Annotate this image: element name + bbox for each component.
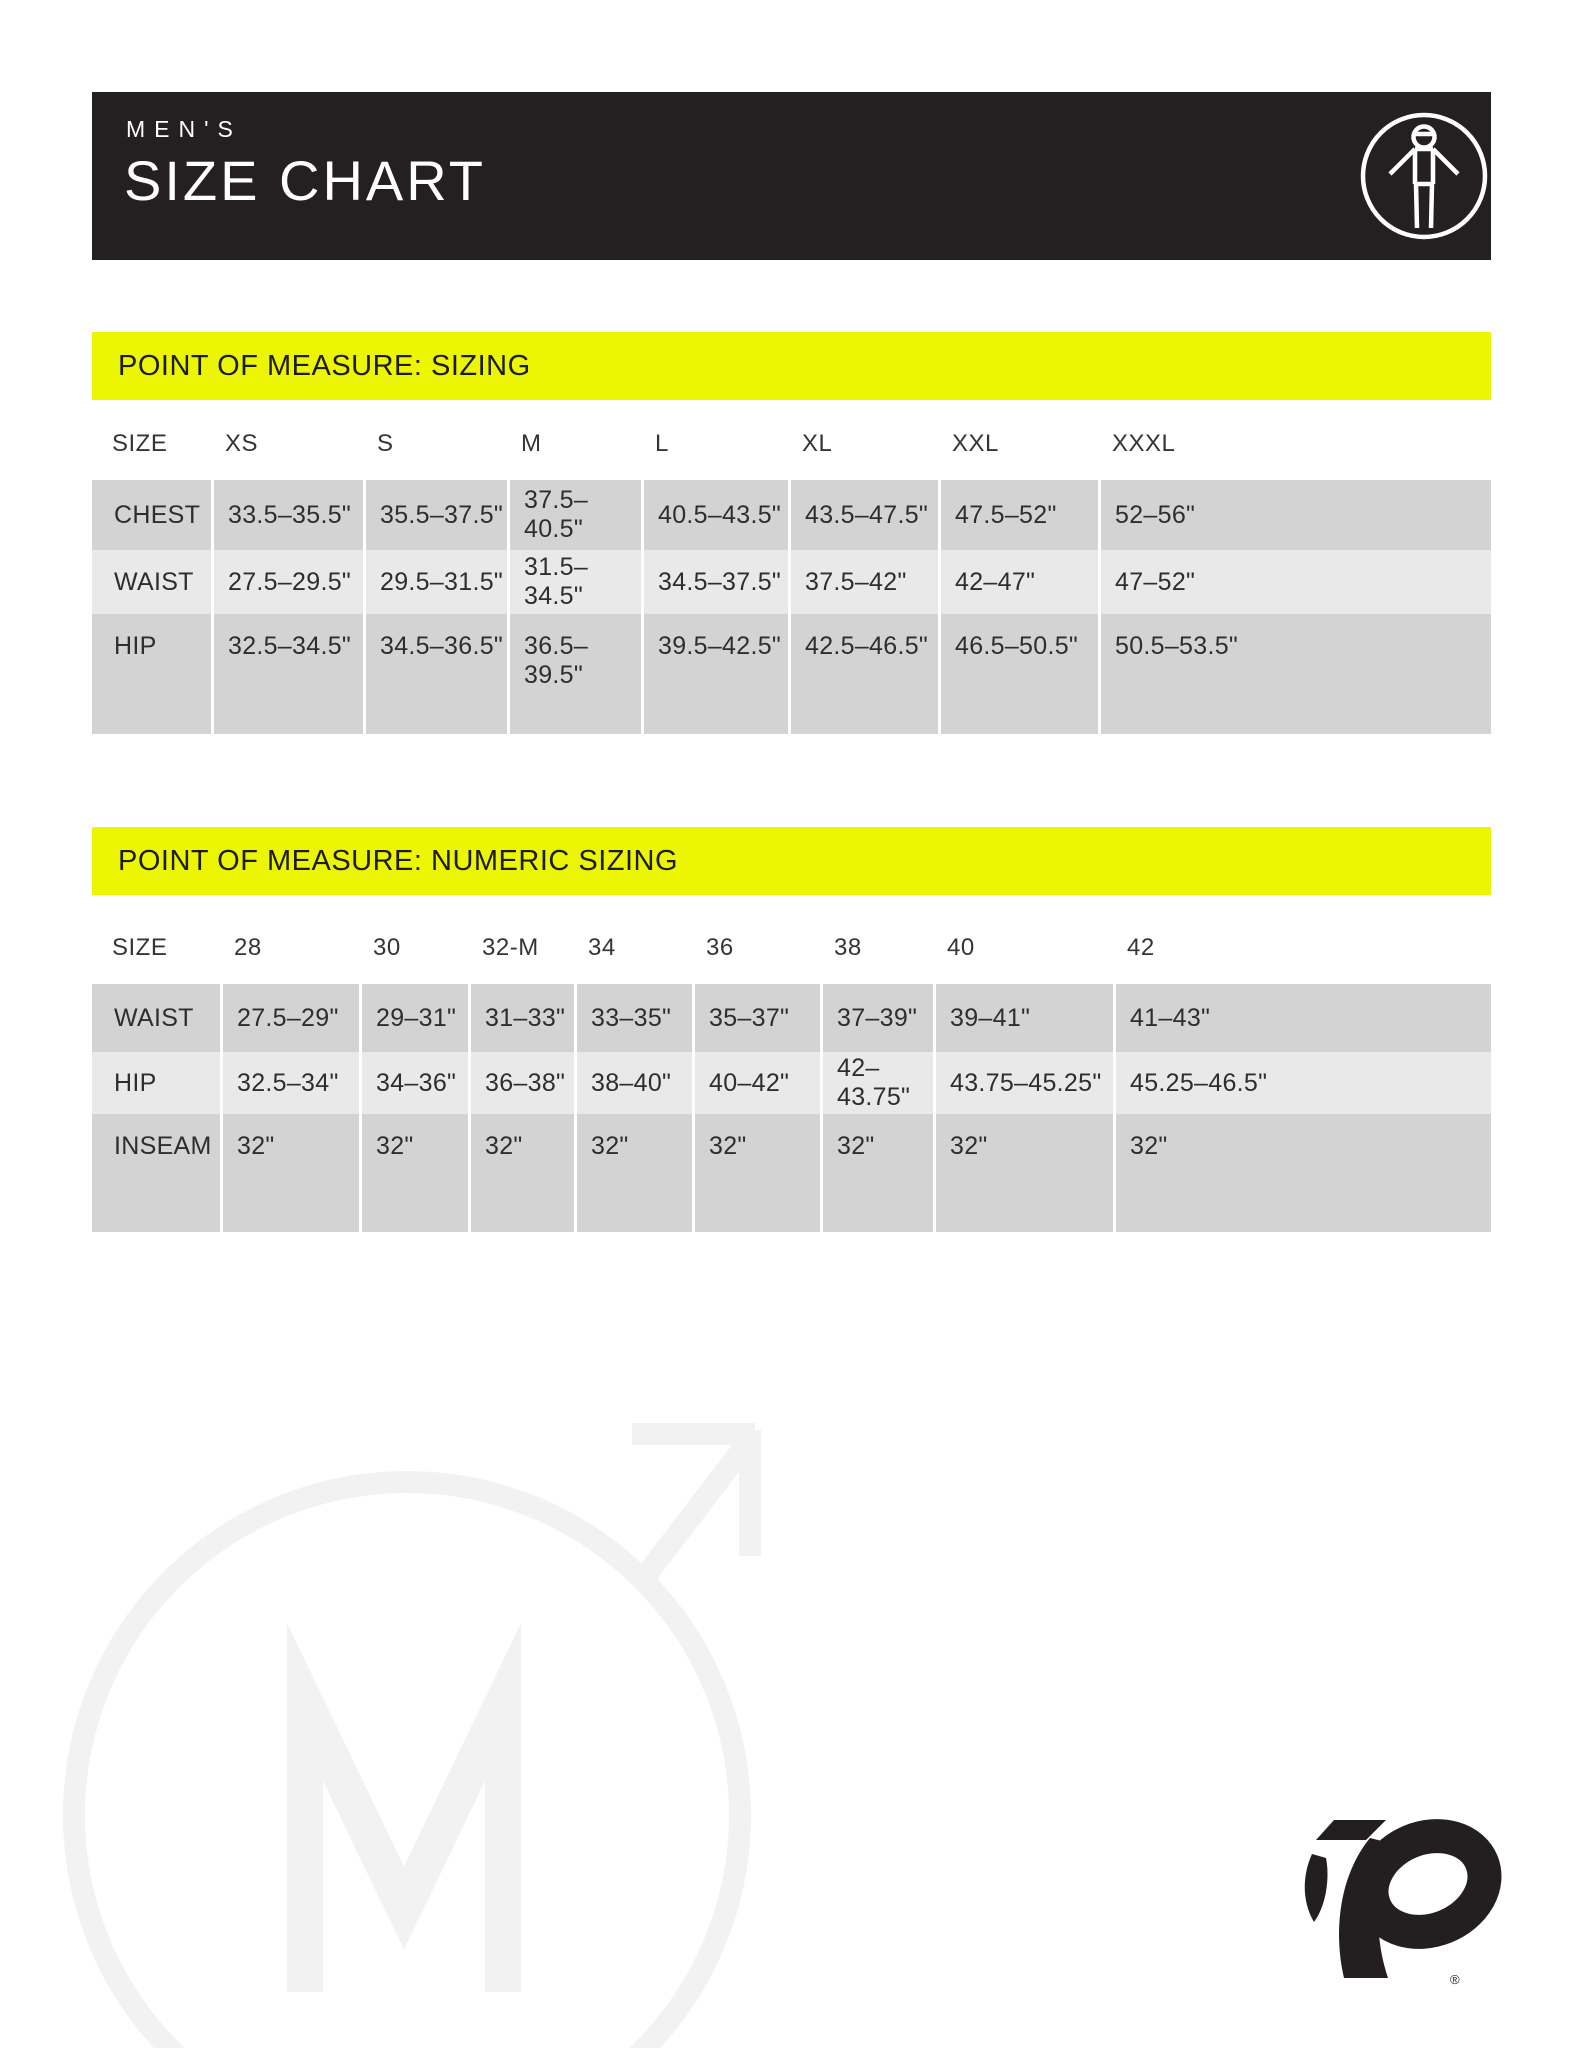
column-header: 28 <box>234 934 262 961</box>
measurement-cell: 37–39" <box>820 984 933 1052</box>
section-band-sizing <box>92 332 1491 400</box>
measurement-cell: 52–56" <box>1098 480 1491 550</box>
row-label: WAIST <box>92 984 220 1052</box>
column-header: 30 <box>373 934 401 961</box>
watermark-letter-m <box>305 1702 503 1992</box>
section-title: POINT OF MEASURE: SIZING <box>118 349 531 382</box>
row-label: HIP <box>92 1052 220 1114</box>
measurement-cell: 32" <box>220 1114 359 1232</box>
measurement-cell: 33.5–35.5" <box>211 480 363 550</box>
measurement-cell: 33–35" <box>574 984 692 1052</box>
measurement-cell: 50.5–53.5" <box>1098 614 1491 734</box>
male-symbol-watermark <box>0 1390 800 2048</box>
column-header: S <box>377 430 394 457</box>
section-title: POINT OF MEASURE: NUMERIC SIZING <box>118 844 679 877</box>
measurement-cell: 46.5–50.5" <box>938 614 1098 734</box>
measurement-cell: 37.5–42" <box>788 550 938 614</box>
row-label: WAIST <box>92 550 211 614</box>
registered-trademark: ® <box>1450 1972 1460 1987</box>
measurement-cell: 42–43.75" <box>820 1052 933 1114</box>
row-label: CHEST <box>92 480 211 550</box>
section-band-numeric-sizing <box>92 827 1491 895</box>
measurement-cell: 36.5–39.5" <box>507 614 641 734</box>
measurement-cell: 29.5–31.5" <box>363 550 507 614</box>
measurement-cell: 43.75–45.25" <box>933 1052 1113 1114</box>
table-row-hip <box>92 614 1491 734</box>
measurement-cell: 32.5–34" <box>220 1052 359 1114</box>
column-header: XXXL <box>1112 430 1176 457</box>
column-header: L <box>655 430 669 457</box>
measurement-cell: 40.5–43.5" <box>641 480 788 550</box>
table-row-hip <box>92 1052 1491 1114</box>
person-icon <box>1356 108 1492 244</box>
measurement-cell: 45.25–46.5" <box>1113 1052 1491 1114</box>
row-label: HIP <box>92 614 211 734</box>
measurement-cell: 29–31" <box>359 984 468 1052</box>
table-row-inseam <box>92 1114 1491 1232</box>
column-header: 40 <box>947 934 975 961</box>
column-header: XXL <box>952 430 999 457</box>
measurement-cell: 32" <box>692 1114 820 1232</box>
measurement-cell: 34.5–36.5" <box>363 614 507 734</box>
measurement-cell: 43.5–47.5" <box>788 480 938 550</box>
column-header: SIZE <box>112 934 168 961</box>
numeric-table-header <box>92 922 1491 974</box>
measurement-cell: 32" <box>1113 1114 1491 1232</box>
table-row-waist <box>92 550 1491 614</box>
measurement-cell: 34–36" <box>359 1052 468 1114</box>
column-header: 36 <box>706 934 734 961</box>
column-header: 32-M <box>482 934 539 961</box>
measurement-cell: 38–40" <box>574 1052 692 1114</box>
row-label: INSEAM <box>92 1114 220 1232</box>
column-header: M <box>521 430 542 457</box>
measurement-cell: 32" <box>820 1114 933 1232</box>
measurement-cell: 34.5–37.5" <box>641 550 788 614</box>
size-table-body <box>92 480 1491 734</box>
measurement-cell: 27.5–29" <box>220 984 359 1052</box>
pearl-izumi-logo <box>1300 1810 1512 1990</box>
table-row-waist <box>92 984 1491 1052</box>
column-header: XS <box>225 430 259 457</box>
header-eyebrow: MEN'S <box>126 116 242 142</box>
measurement-cell: 32.5–34.5" <box>211 614 363 734</box>
column-header: 42 <box>1127 934 1155 961</box>
measurement-cell: 37.5–40.5" <box>507 480 641 550</box>
measurement-cell: 35.5–37.5" <box>363 480 507 550</box>
measurement-cell: 47.5–52" <box>938 480 1098 550</box>
measurement-cell: 42.5–46.5" <box>788 614 938 734</box>
measurement-cell: 31.5–34.5" <box>507 550 641 614</box>
column-header: XL <box>802 430 833 457</box>
measurement-cell: 27.5–29.5" <box>211 550 363 614</box>
measurement-cell: 35–37" <box>692 984 820 1052</box>
size-table-header <box>92 418 1491 470</box>
measurement-cell: 42–47" <box>938 550 1098 614</box>
measurement-cell: 39.5–42.5" <box>641 614 788 734</box>
measurement-cell: 47–52" <box>1098 550 1491 614</box>
measurement-cell: 39–41" <box>933 984 1113 1052</box>
measurement-cell: 32" <box>574 1114 692 1232</box>
measurement-cell: 40–42" <box>692 1052 820 1114</box>
measurement-cell: 41–43" <box>1113 984 1491 1052</box>
column-header: SIZE <box>112 430 168 457</box>
numeric-table-body <box>92 984 1491 1232</box>
table-row-chest <box>92 480 1491 550</box>
column-header: 38 <box>834 934 862 961</box>
measurement-cell: 31–33" <box>468 984 574 1052</box>
measurement-cell: 36–38" <box>468 1052 574 1114</box>
column-header: 34 <box>588 934 616 961</box>
header-banner <box>92 92 1491 260</box>
measurement-cell: 32" <box>933 1114 1113 1232</box>
page-title: SIZE CHART <box>124 149 486 212</box>
measurement-cell: 32" <box>468 1114 574 1232</box>
measurement-cell: 32" <box>359 1114 468 1232</box>
